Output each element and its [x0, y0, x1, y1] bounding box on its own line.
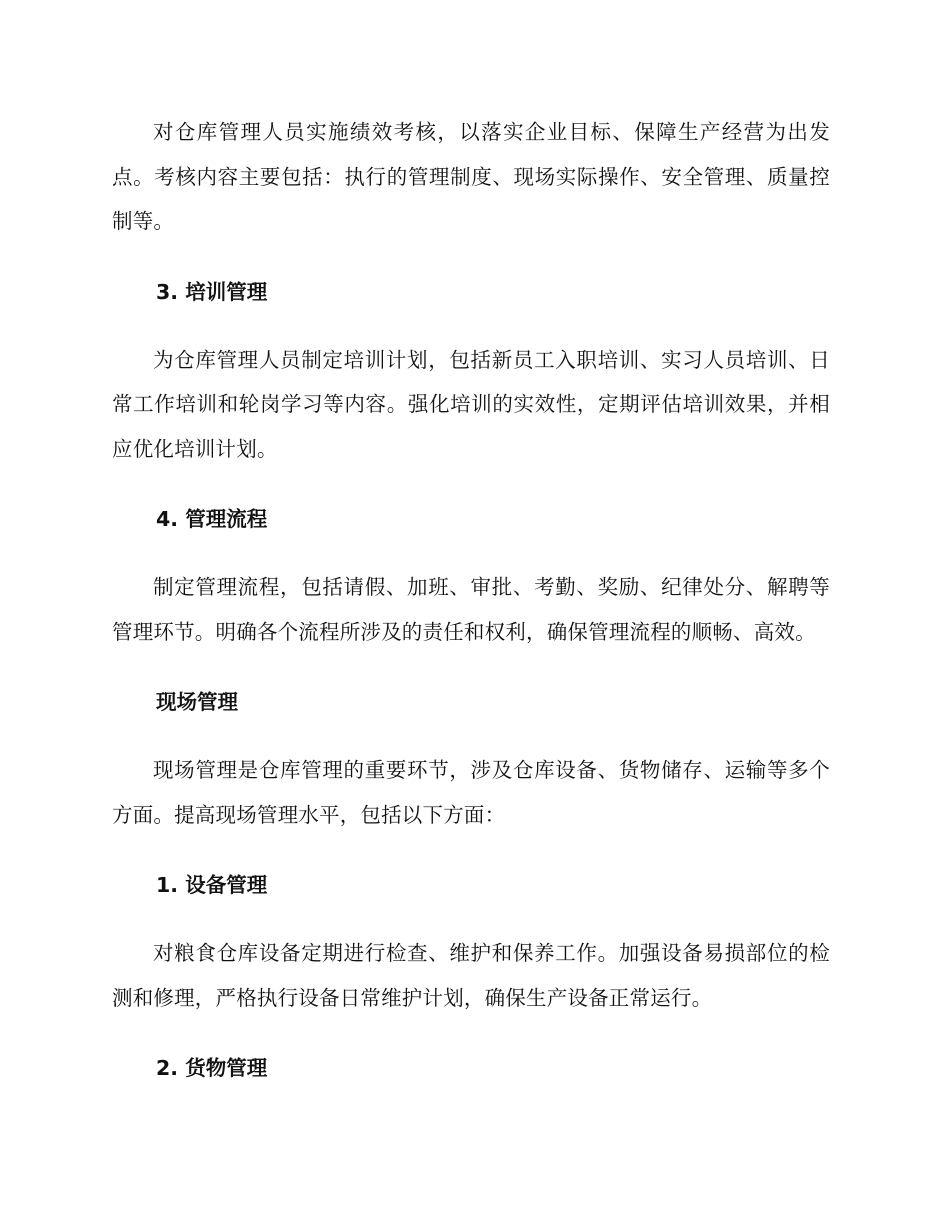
document-page — [112, 110, 830, 1082]
heading-site-management: 现场管理 — [156, 690, 238, 714]
spacer — [112, 306, 830, 338]
paragraph-training-management: 为仓库管理人员制定培训计划，包括新员工入职培训、实习人员培训、日常工作培训和轮岗学习等内容。强化培训的实效性，定期评估培训效果，并相应优化培训计划。 — [112, 347, 830, 461]
spacer — [112, 716, 830, 748]
spacer — [112, 244, 830, 278]
spacer — [112, 837, 830, 871]
heading-goods-management: 2. 货物管理 — [156, 1056, 268, 1080]
paragraph-site-management: 现场管理是仓库管理的重要环节，涉及仓库设备、货物储存、运输等多个方面。提高现场管理水平，包括以下方面： — [112, 758, 830, 827]
heading-management-process: 4. 管理流程 — [156, 507, 268, 531]
spacer — [112, 1020, 830, 1054]
spacer — [112, 533, 830, 565]
heading-training-management: 3. 培训管理 — [156, 279, 268, 304]
spacer — [112, 899, 830, 931]
paragraph-equipment-management: 对粮食仓库设备定期进行检查、维护和保养工作。加强设备易损部位的检测和修理，严格执行设备日常维护计划，确保生产设备正常运行。 — [112, 941, 830, 1010]
spacer — [112, 471, 830, 505]
paragraph-performance-assessment: 对仓库管理人员实施绩效考核，以落实企业目标、保障生产经营为出发点。考核内容主要包括：执行的管理制度、现场实际操作、安全管理、质量控制等。 — [112, 120, 830, 233]
spacer — [112, 654, 830, 688]
heading-equipment-management: 1. 设备管理 — [156, 873, 268, 897]
paragraph-management-process: 制定管理流程，包括请假、加班、审批、考勤、奖励、纪律处分、解聘等管理环节。明确各个流程所涉及的责任和权利，确保管理流程的顺畅、高效。 — [112, 575, 830, 644]
